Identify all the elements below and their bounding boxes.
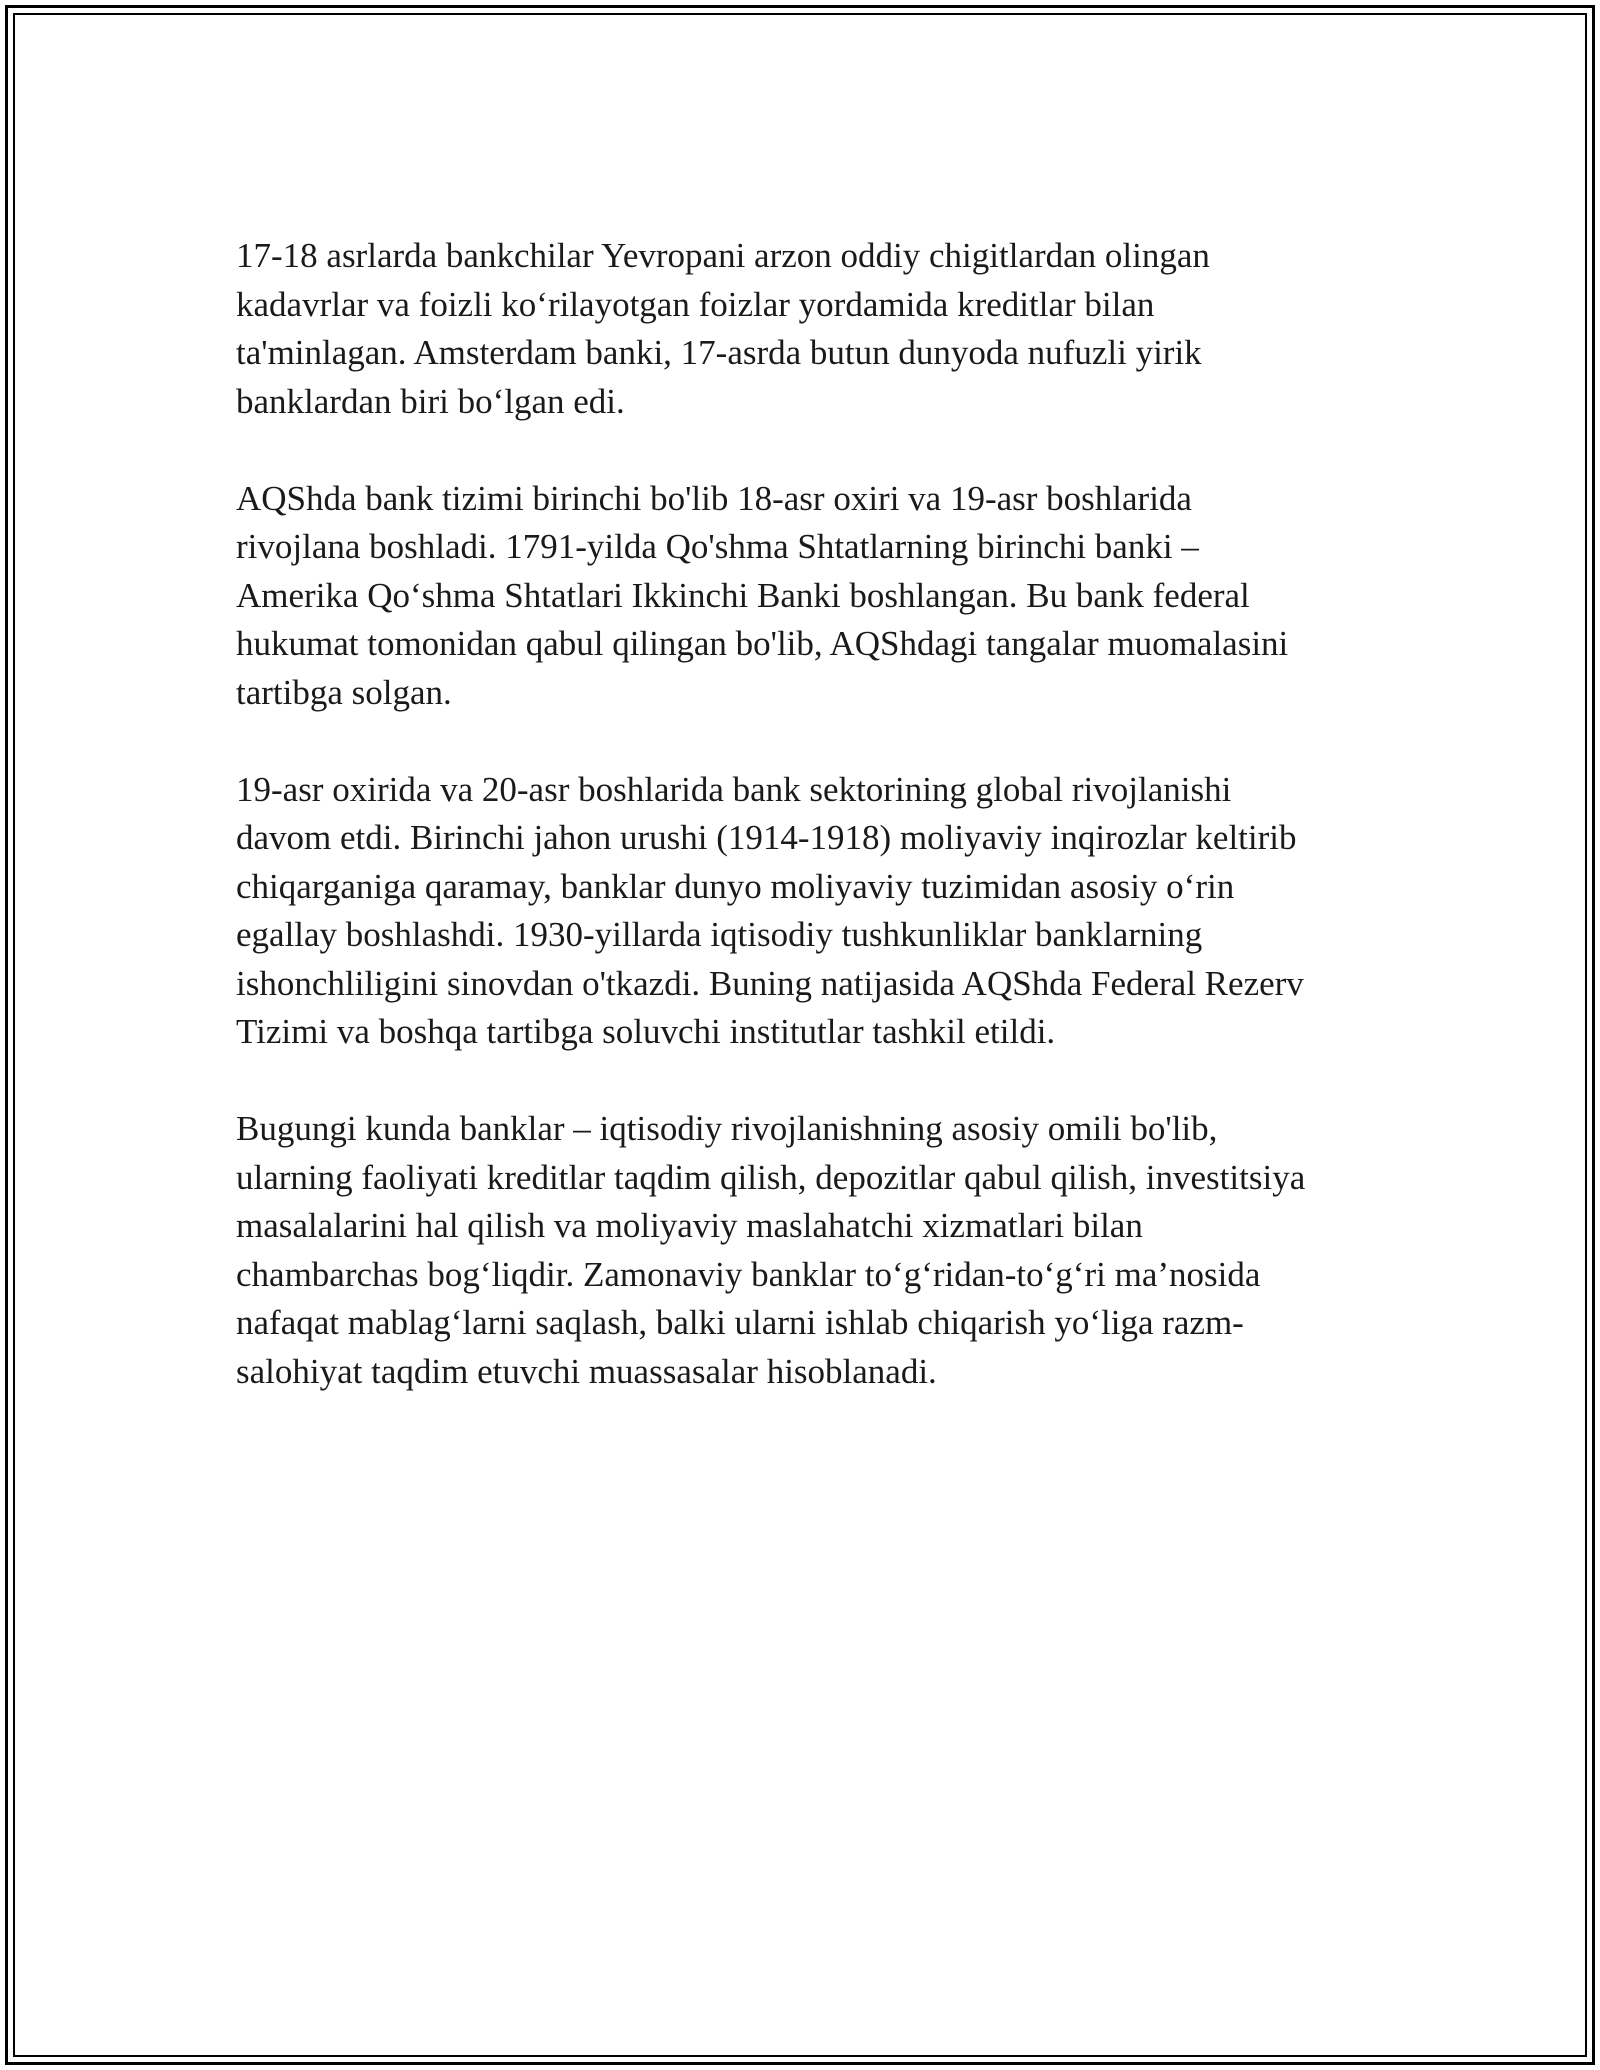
text-line: 17-18 asrlarda bankchilar Yevropani arzon oddiy chigitlardan olingan xyxy=(236,236,1210,275)
text-line: chiqarganiga qaramay, banklar dunyo moliyaviy tuzimidan asosiy o‘rin xyxy=(236,866,1235,906)
paragraph-banking-history-global xyxy=(236,766,1366,1057)
text-line: egallay boshlashdi. 1930-yillarda iqtisodiy tushkunliklar banklarning xyxy=(236,915,1203,954)
text-line: davom etdi. Birinchi jahon urushi (1914-1918) moliyaviy inqirozlar keltirib xyxy=(236,818,1297,857)
document-body xyxy=(236,232,1366,1445)
text-line: Bugungi kunda banklar – iqtisodiy rivojlanishning asosiy omili bo'lib, xyxy=(236,1109,1218,1148)
text-line: hukumat tomonidan qabul qilingan bo'lib, AQShdagi tangalar muomalasini xyxy=(236,624,1289,663)
text-line: nafaqat mablag‘larni saqlash, balki ularni ishlab chiqarish yo‘liga razm- xyxy=(236,1303,1244,1342)
paragraph-banking-history-usa xyxy=(236,475,1366,718)
text-line: masalalarini hal qilish va moliyaviy maslahatchi xizmatlari bilan xyxy=(236,1206,1143,1245)
text-line: rivojlana boshladi. 1791-yilda Qo'shma Shtatlarning birinchi banki – xyxy=(236,527,1199,566)
text-line: Amerika Qo‘shma Shtatlari Ikkinchi Banki boshlangan. Bu bank federal xyxy=(236,575,1250,615)
text-line: Tizimi va boshqa tartibga soluvchi institutlar tashkil etildi. xyxy=(236,1012,1056,1051)
text-line: kadavrlar va foizli ko‘rilayotgan foizlar yordamida kreditlar bilan xyxy=(236,284,1155,324)
paragraph-banking-history-europe xyxy=(236,232,1366,426)
text-line: ishonchliligini sinovdan o'tkazdi. Buning natijasida AQShda Federal Rezerv xyxy=(236,963,1304,1003)
text-line: ta'minlagan. Amsterdam banki, 17-asrda butun dunyoda nufuzli yirik xyxy=(236,333,1202,372)
text-line: tartibga solgan. xyxy=(236,672,452,712)
text-line: AQShda bank tizimi birinchi bo'lib 18-asr oxiri va 19-asr boshlarida xyxy=(236,478,1192,518)
text-line: 19-asr oxirida va 20-asr boshlarida bank sektorining global rivojlanishi xyxy=(236,769,1232,809)
text-line: ularning faoliyati kreditlar taqdim qilish, depozitlar qabul qilish, investitsiya xyxy=(236,1157,1306,1197)
text-line: chambarchas bog‘liqdir. Zamonaviy banklar to‘g‘ridan-to‘g‘ri ma’nosida xyxy=(236,1254,1261,1294)
text-line: salohiyat taqdim etuvchi muassasalar hisoblanadi. xyxy=(236,1351,937,1391)
paragraph-banking-today xyxy=(236,1105,1366,1396)
text-line: banklardan biri bo‘lgan edi. xyxy=(236,381,625,421)
